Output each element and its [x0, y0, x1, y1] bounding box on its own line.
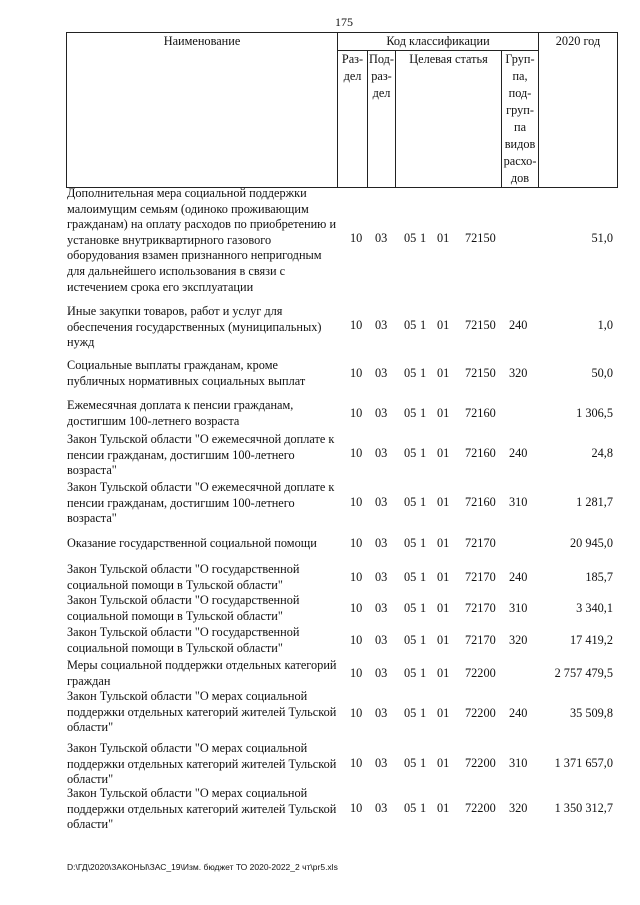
row-amount: 2 757 479,5 [554, 666, 613, 680]
row-target-direction: 72200 [465, 666, 496, 680]
row-amount: 185,7 [585, 570, 613, 584]
row-expense-group: 310 [509, 495, 528, 509]
row-podrazdel: 03 [375, 495, 388, 509]
row-target-program: 05 [404, 536, 417, 550]
row-amount: 1 281,7 [576, 495, 613, 509]
row-name: Закон Тульской области "О ежемесячной доплате к пенсии гражданам, достигшим 100-летнего возраста" [67, 432, 335, 478]
header-table [66, 32, 618, 188]
row-name: Закон Тульской области "О государственной социальной помощи в Тульской области" [67, 593, 300, 623]
row-name: Иные закупки товаров, работ и услуг для обеспечения государственных (муниципальных) нужд [67, 304, 322, 350]
row-target-program: 05 [404, 231, 417, 245]
row-target-program: 05 [404, 801, 417, 815]
row-target-direction: 72150 [465, 231, 496, 245]
row-podrazdel: 03 [375, 601, 388, 615]
row-podrazdel: 03 [375, 446, 388, 460]
row-razdel: 10 [350, 633, 363, 647]
row-name: Закон Тульской области "О мерах социальной поддержки отдельных категорий жителей Тульской области" [67, 689, 337, 735]
row-target-main-event: 01 [437, 633, 450, 647]
row-target-main-event: 01 [437, 495, 450, 509]
row-target-program: 05 [404, 406, 417, 420]
row-amount: 1,0 [597, 318, 613, 332]
row-expense-group: 240 [509, 706, 528, 720]
row-target-main-event: 01 [437, 406, 450, 420]
file-path-footer: D:\ГД\2020\ЗАКОНЫ\ЗАС_19\Изм. бюджет ТО 2020-2022_2 чт\pr5.xls [67, 862, 338, 872]
row-podrazdel: 03 [375, 570, 388, 584]
row-target-main-event: 01 [437, 536, 450, 550]
row-target-subprogram: 1 [420, 536, 427, 550]
row-amount: 1 371 657,0 [554, 756, 613, 770]
row-target-direction: 72170 [465, 601, 496, 615]
header-razdel: Раз-дел [338, 51, 368, 188]
row-razdel: 10 [350, 801, 363, 815]
row-target-main-event: 01 [437, 570, 450, 584]
row-target-subprogram: 1 [420, 318, 427, 332]
row-target-program: 05 [404, 318, 417, 332]
row-name: Закон Тульской области "О мерах социальной поддержки отдельных категорий жителей Тульской области" [67, 741, 337, 787]
row-target-program: 05 [404, 446, 417, 460]
row-podrazdel: 03 [375, 231, 388, 245]
row-amount: 50,0 [591, 366, 613, 380]
row-razdel: 10 [350, 406, 363, 420]
row-target-program: 05 [404, 666, 417, 680]
row-razdel: 10 [350, 706, 363, 720]
row-target-program: 05 [404, 706, 417, 720]
header-celevaya: Целевая статья [396, 51, 502, 188]
row-target-main-event: 01 [437, 318, 450, 332]
header-year: 2020 год [539, 33, 618, 188]
row-podrazdel: 03 [375, 366, 388, 380]
row-target-direction: 72160 [465, 406, 496, 420]
row-target-direction: 72150 [465, 318, 496, 332]
row-target-main-event: 01 [437, 446, 450, 460]
row-target-program: 05 [404, 495, 417, 509]
row-target-subprogram: 1 [420, 633, 427, 647]
header-code: Код классификации [338, 33, 539, 51]
row-target-main-event: 01 [437, 801, 450, 815]
row-razdel: 10 [350, 601, 363, 615]
row-amount: 35 509,8 [569, 706, 613, 720]
row-name: Закон Тульской области "О ежемесячной доплате к пенсии гражданам, достигшим 100-летнего возраста" [67, 480, 335, 526]
row-name: Закон Тульской области "О мерах социальной поддержки отдельных категорий жителей Тульской области" [67, 786, 337, 832]
row-name: Закон Тульской области "О государственной социальной помощи в Тульской области" [67, 562, 300, 592]
row-podrazdel: 03 [375, 318, 388, 332]
row-name: Дополнительная мера социальной поддержки малоимущим семьям (одиноко проживающим гражданам) на оплату расходов по приобретению и установке внутриквартирного газового оборудования взамен признанного непригодным для дальнейшего использования в связи с истечением срока его эксплуатации [67, 186, 337, 294]
row-podrazdel: 03 [375, 706, 388, 720]
row-podrazdel: 03 [375, 536, 388, 550]
row-target-main-event: 01 [437, 666, 450, 680]
row-target-direction: 72160 [465, 446, 496, 460]
row-target-subprogram: 1 [420, 366, 427, 380]
row-amount: 3 340,1 [576, 601, 613, 615]
row-name: Оказание государственной социальной помощи [67, 536, 317, 550]
row-target-direction: 72200 [465, 801, 496, 815]
header-gruppa: Груп-па, под-груп-па видов расхо-дов [502, 51, 539, 188]
row-target-main-event: 01 [437, 601, 450, 615]
row-target-direction: 72170 [465, 536, 496, 550]
row-razdel: 10 [350, 366, 363, 380]
row-expense-group: 240 [509, 446, 528, 460]
row-target-direction: 72150 [465, 366, 496, 380]
row-amount: 20 945,0 [569, 536, 613, 550]
row-target-subprogram: 1 [420, 706, 427, 720]
row-expense-group: 310 [509, 601, 528, 615]
row-podrazdel: 03 [375, 633, 388, 647]
row-target-direction: 72170 [465, 570, 496, 584]
row-expense-group: 240 [509, 570, 528, 584]
row-target-main-event: 01 [437, 231, 450, 245]
row-name: Социальные выплаты гражданам, кроме публичных нормативных социальных выплат [67, 358, 306, 388]
row-razdel: 10 [350, 318, 363, 332]
row-target-subprogram: 1 [420, 231, 427, 245]
row-target-main-event: 01 [437, 706, 450, 720]
row-amount: 1 350 312,7 [554, 801, 613, 815]
row-podrazdel: 03 [375, 801, 388, 815]
row-podrazdel: 03 [375, 406, 388, 420]
row-podrazdel: 03 [375, 666, 388, 680]
row-target-subprogram: 1 [420, 801, 427, 815]
row-target-subprogram: 1 [420, 495, 427, 509]
row-expense-group: 320 [509, 633, 528, 647]
row-target-direction: 72160 [465, 495, 496, 509]
row-target-subprogram: 1 [420, 601, 427, 615]
row-target-direction: 72200 [465, 756, 496, 770]
row-target-subprogram: 1 [420, 570, 427, 584]
row-amount: 24,8 [591, 446, 613, 460]
row-razdel: 10 [350, 495, 363, 509]
header-podrazdel: Под-раз-дел [368, 51, 396, 188]
row-target-main-event: 01 [437, 756, 450, 770]
row-target-main-event: 01 [437, 366, 450, 380]
row-target-program: 05 [404, 633, 417, 647]
header-name: Наименование [67, 33, 338, 188]
row-expense-group: 310 [509, 756, 528, 770]
row-amount: 1 306,5 [576, 406, 613, 420]
page-number: 175 [335, 15, 353, 29]
row-razdel: 10 [350, 446, 363, 460]
row-podrazdel: 03 [375, 756, 388, 770]
row-amount: 51,0 [591, 231, 613, 245]
row-amount: 17 419,2 [569, 633, 613, 647]
row-expense-group: 240 [509, 318, 528, 332]
row-name: Меры социальной поддержки отдельных категорий граждан [67, 658, 337, 688]
row-target-direction: 72200 [465, 706, 496, 720]
row-razdel: 10 [350, 570, 363, 584]
row-name: Закон Тульской области "О государственной социальной помощи в Тульской области" [67, 625, 300, 655]
row-target-subprogram: 1 [420, 406, 427, 420]
row-razdel: 10 [350, 666, 363, 680]
row-razdel: 10 [350, 231, 363, 245]
row-target-program: 05 [404, 570, 417, 584]
row-target-program: 05 [404, 601, 417, 615]
row-name: Ежемесячная доплата к пенсии гражданам, достигшим 100-летнего возраста [67, 398, 294, 428]
row-target-program: 05 [404, 366, 417, 380]
row-expense-group: 320 [509, 366, 528, 380]
row-target-subprogram: 1 [420, 756, 427, 770]
row-razdel: 10 [350, 536, 363, 550]
row-razdel: 10 [350, 756, 363, 770]
row-target-subprogram: 1 [420, 666, 427, 680]
row-expense-group: 320 [509, 801, 528, 815]
row-target-program: 05 [404, 756, 417, 770]
row-target-direction: 72170 [465, 633, 496, 647]
row-target-subprogram: 1 [420, 446, 427, 460]
